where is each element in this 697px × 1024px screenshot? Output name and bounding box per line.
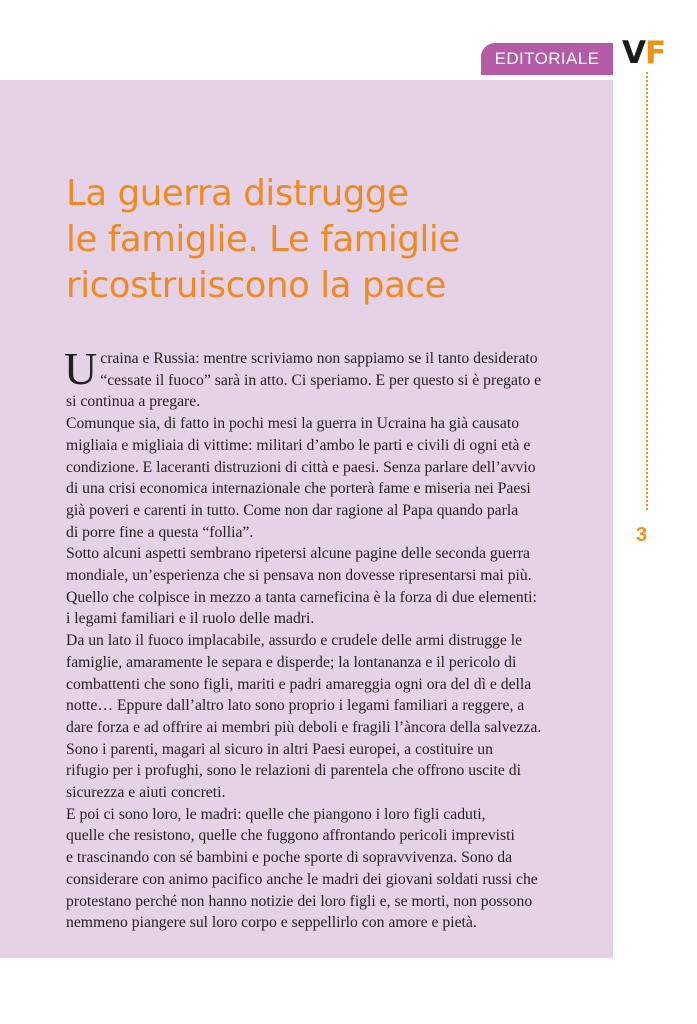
body-line: “cessate il fuoco” sarà in atto. Ci speriamo. E per questo si è pregato e xyxy=(100,371,542,389)
body-line: considerare con animo pacifico anche le madri dei giovani soldati russi che xyxy=(66,870,538,888)
body-line: di porre fine a questa “follia”. xyxy=(66,523,254,541)
logo-letter-v: V xyxy=(622,35,645,71)
body-line: e trascinando con sé bambini e poche sporte di sopravvivenza. Sono da xyxy=(66,849,513,867)
body-line: protestano perché non hanno notizie dei loro figli e, se morti, non possono xyxy=(66,892,533,910)
body-line: Comunque sia, di fatto in pochi mesi la guerra in Ucraina ha già causato xyxy=(66,415,520,433)
body-line: di una crisi economica internazionale che porterà fame e miseria nei Paesi xyxy=(66,480,531,498)
body-line: già poveri e carenti in tutto. Come non dar ragione al Papa quando parla xyxy=(66,501,519,519)
body-line: sicurezza e aiuti concreti. xyxy=(66,784,226,802)
title-line: ricostruiscono la pace xyxy=(66,265,447,306)
body-line: i legami familiari e il ruolo delle madri. xyxy=(66,610,315,628)
dotted-margin-rule xyxy=(646,72,648,510)
body-line: Sotto alcuni aspetti sembrano ripetersi alcune pagine delle seconda guerra xyxy=(66,545,530,563)
body-line: Da un lato il fuoco implacabile, assurdo e crudele delle armi distrugge le xyxy=(66,632,523,650)
body-line: nemmeno piangere sul loro corpo e seppellirlo con amore e pietà. xyxy=(66,914,477,932)
body-line: migliaia e migliaia di vittime: militari d’ambo le parti e civili di ogni età e xyxy=(66,436,531,454)
body-line: famiglie, amaramente le separa e disperde; la lontananza e il pericolo di xyxy=(66,653,517,671)
section-tab: EDITORIALE xyxy=(481,43,613,75)
logo-letter-f: F xyxy=(645,35,666,71)
body-line: Quello che colpisce in mezzo a tanta carneficina è la forza di due elementi: xyxy=(66,588,537,606)
article-title xyxy=(66,171,586,309)
title-line: La guerra distrugge xyxy=(66,173,409,214)
body-line: combattenti che sono figli, mariti e padri amareggia ogni ora del dì e della xyxy=(66,675,532,693)
body-line: mondiale, un’esperienza che si pensava non dovesse ripresentarsi mai più. xyxy=(66,567,532,585)
body-line: E poi ci sono loro, le madri: quelle che piangono i loro figli caduti, xyxy=(66,805,486,823)
body-line: Sono i parenti, magari al sicuro in altri Paesi europei, a costituire un xyxy=(66,740,493,758)
article-body xyxy=(64,343,602,934)
body-line: dare forza e ad offrire ai membri più deboli e fragili l’àncora della salvezza. xyxy=(66,718,542,736)
body-line: si continua a pregare. xyxy=(66,393,201,411)
body-line: quelle che resistono, quelle che fuggono affrontando pericoli imprevisti xyxy=(66,827,515,845)
body-line: craina e Russia: mentre scriviamo non sappiamo se il tanto desiderato xyxy=(100,350,538,367)
drop-cap: U xyxy=(64,343,98,394)
title-line: le famiglie. Le famiglie xyxy=(66,219,460,260)
body-line: condizione. E laceranti distruzioni di città e paesi. Senza parlare dell’avvio xyxy=(66,458,536,476)
magazine-logo xyxy=(622,36,665,70)
body-line: notte… Eppure dall’altro lato sono proprio i legami familiari a reggere, a xyxy=(66,697,525,715)
body-line: rifugio per i profughi, sono le relazioni di parentela che offrono uscite di xyxy=(66,762,521,780)
page-number: 3 xyxy=(636,524,648,546)
